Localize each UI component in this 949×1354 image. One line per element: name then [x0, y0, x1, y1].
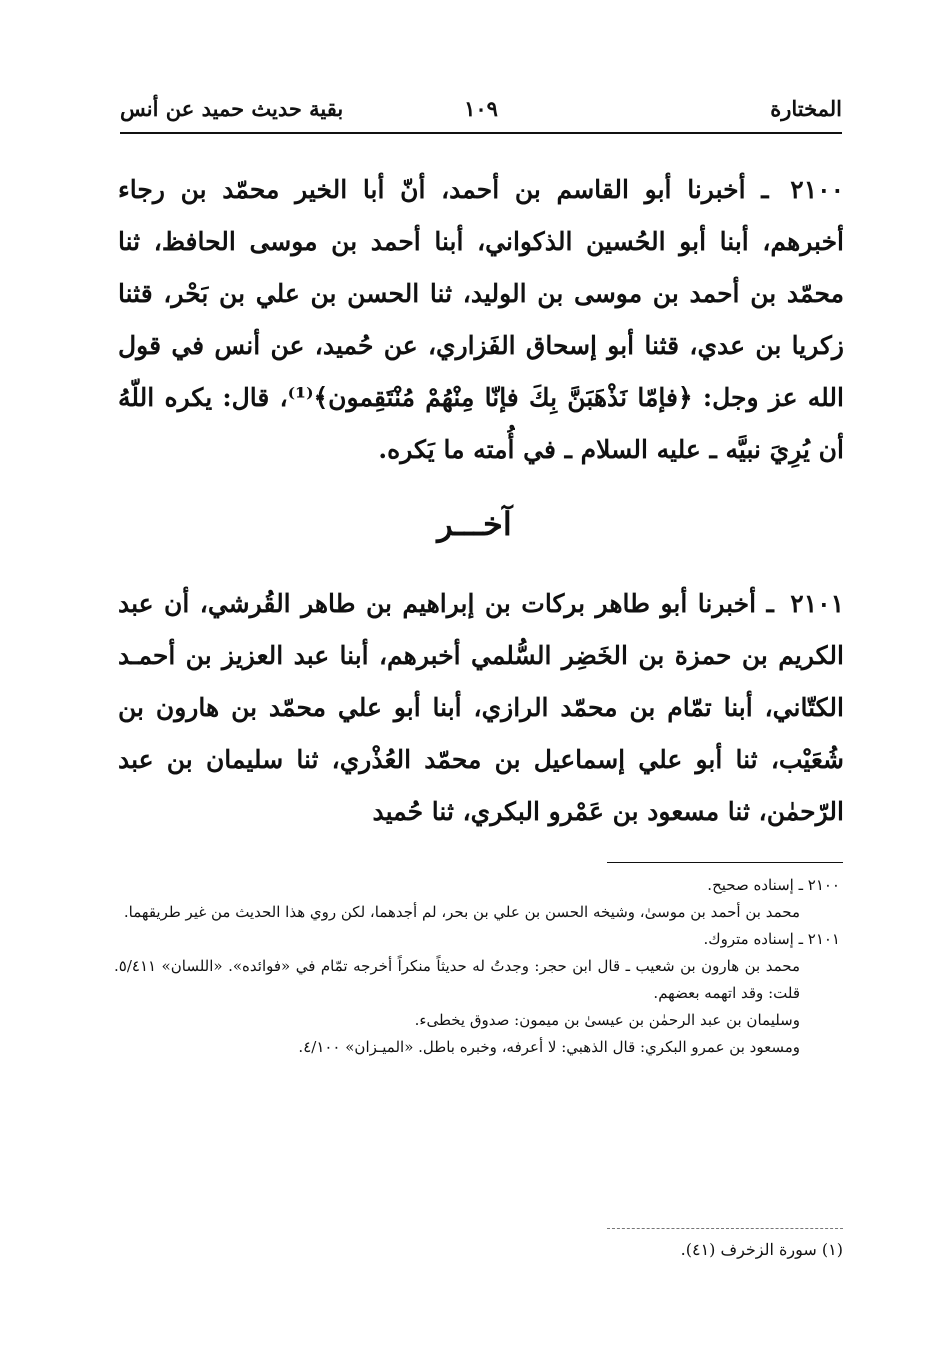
quran-footnote-separator [607, 1228, 843, 1229]
book-title: المختارة [770, 96, 842, 121]
hadith-2101-paragraph [118, 578, 844, 838]
hadith-text: ـ أخبرنا أبو طاهر بركات بن إبراهيم بن طاهر القُرشي، أن عبد الكريم بن حمزة بن الخَضِر السُّلمي أخبرهم، أبنا عبد العزيز بن أحمـد الكتّاني، أبنا تمّام بن محمّد الرازي، أبنا أبو علي محمّد بن هارون بن شُعَيْب، ثنا أبو علي إسماعيل بن محمّد العُذْري، ثنا سليمان بن عبد الرّحمٰن، ثنا مسعود بن عَمْرو البكري، ثنا حُميد [118, 589, 844, 826]
footnote-2100-body: محمد بن أحمد بن موسىٰ، وشيخه الحسن بن علي بن بحر، لم أجدهما، لكن روي هذا الحديث من غير طريقهما. [123, 903, 800, 921]
hadith-2100-paragraph [118, 164, 844, 476]
footnote-2101-body-3: ومسعود بن عمرو البكري: قال الذهبي: لا أعرفه، وخبره باطل. «الميـزان» ٤/١٠٠. [298, 1038, 800, 1056]
hadith-text: ـ أخبرنا أبو القاسم بن أحمد، أنّ أبا الخير محمّد بن رجاء أخبرهم، أبنا أبو الحُسين الذكواني، أبنا أحمد بن موسى الحافظ، ثنا محمّد بن أحمد بن موسى بن الوليد، ثنا الحسن بن علي بن بَحْر، قثنا زكريا بن عدي، قثنا أبو إسحاق الفَزاري، عن حُميد، عن أنس في قول الله عز وجل: ﴿فإمّا نَذْهَبَنَّ بِكَ فإنّا مِنْهُمْ مُنْتَقِمون﴾⁽¹⁾، قال: يكره اللّهُ أن يُرِيَ نبيَّه ـ عليه السلام ـ في أُمته ما يَكره. [118, 175, 844, 464]
footnote-2100-heading: ٢١٠٠ ـ إسناده صحيح. [707, 876, 840, 894]
hadith-number: ٢١٠١ [790, 589, 844, 618]
page-number: ١٠٩ [464, 96, 498, 121]
footnote-2101-body-1: محمد بن هارون بن شعيب ـ قال ابن حجر: وجدتُ له حديثاً منكراً أخرجه تمّام في «فوائده». «اللسان» ٥/٤١١. قلت: وقد اتهمه بعضهم. [114, 957, 800, 1002]
section-title: آخـــر [437, 505, 512, 543]
chapter-title: بقية حديث حميد عن أنس [120, 96, 344, 121]
footnote-2101-heading: ٢١٠١ ـ إسناده متروك. [703, 930, 840, 948]
footnote-separator [607, 862, 843, 863]
hadith-number: ٢١٠٠ [790, 175, 844, 204]
running-header [120, 96, 842, 134]
quran-footnote: (١) سورة الزخرف (٤١). [680, 1240, 843, 1259]
footnotes [114, 872, 840, 1061]
footnote-2101-body-2: وسليمان بن عبد الرحمٰن بن عيسىٰ بن ميمون: صدوق يخطىء. [414, 1011, 800, 1029]
